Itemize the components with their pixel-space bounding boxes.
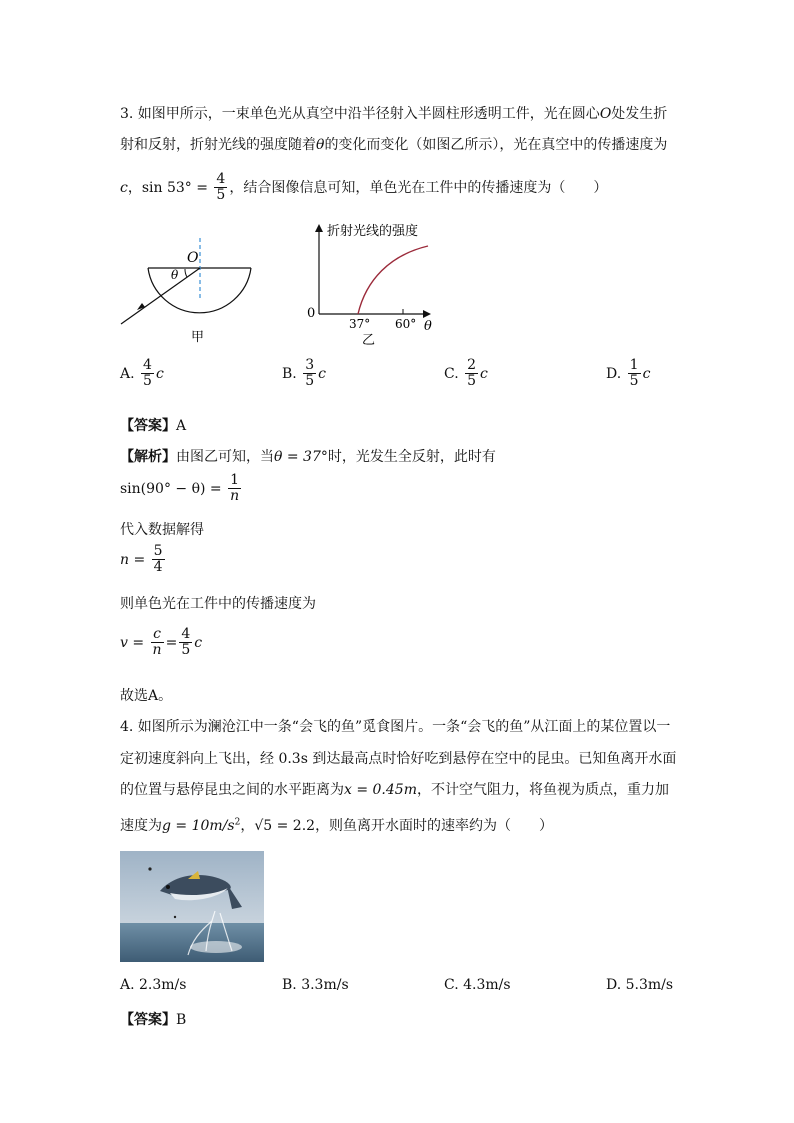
option-text: 5.3m/s xyxy=(625,977,674,993)
eq3-frac2 xyxy=(179,627,192,659)
frac-num: 5 xyxy=(153,543,163,559)
jia-light-ray xyxy=(121,268,200,324)
yi-ylabel: 折射光线的强度 xyxy=(327,224,419,239)
q3-frac-4-5 xyxy=(214,172,227,204)
q3-step2: 代入数据解得 xyxy=(120,522,204,538)
splash-foam xyxy=(190,941,242,953)
frac-num: c xyxy=(153,626,161,642)
q3-line1-end: 处发生折 xyxy=(611,106,668,122)
eq3-frac1 xyxy=(151,627,164,659)
frac-num: 4 xyxy=(143,357,152,373)
q3-eq2 xyxy=(120,544,167,576)
q3-option-d[interactable] xyxy=(606,358,650,390)
q3-line1 xyxy=(120,103,667,123)
q4-line4 xyxy=(120,815,553,835)
frac-num: 4 xyxy=(216,171,226,187)
yi-xlabel: θ xyxy=(424,319,432,334)
option-letter: A. xyxy=(120,977,135,993)
q4-option-b[interactable] xyxy=(282,977,349,993)
q3-option-b[interactable] xyxy=(282,358,326,390)
option-frac xyxy=(303,358,316,390)
q4-line4b: ，则鱼离开水面时的速率约为（ ） xyxy=(315,818,554,834)
q4-answer xyxy=(120,1009,186,1029)
option-frac xyxy=(141,358,154,390)
q3-step3: 则单色光在工件中的传播速度为 xyxy=(120,596,316,612)
frac-num: 2 xyxy=(467,357,477,373)
q3-theta-symbol: θ xyxy=(316,137,325,153)
q3-analysis xyxy=(120,446,496,466)
q3-eq3 xyxy=(120,627,202,659)
q4-line3b: ，不计空气阻力，将鱼视为质点，重力加 xyxy=(416,782,669,798)
option-c: c xyxy=(155,365,164,382)
frac-num: 4 xyxy=(181,626,191,642)
option-c: c xyxy=(642,365,651,382)
eq2-frac xyxy=(152,544,165,576)
q3-line3-rest: ，结合图像信息可知，单色光在工件中的传播速度为（ ） xyxy=(229,179,608,196)
analysis-text-b: 时，光发生全反射，此时有 xyxy=(327,449,496,465)
q3-eq1 xyxy=(120,473,243,505)
jia-label-O: O xyxy=(187,250,199,266)
frac-den: 5 xyxy=(629,373,639,390)
insect-2 xyxy=(174,916,176,918)
q4-option-c[interactable] xyxy=(444,977,511,993)
q4-line1: 4. 如图所示为澜沧江中一条“会飞的鱼”觅食图片。一条“会飞的鱼”从江面上的某位置以一 xyxy=(120,719,671,735)
figure-yi xyxy=(300,220,450,350)
jia-angle-arc xyxy=(185,269,187,277)
option-letter: A. xyxy=(120,365,135,382)
yi-y-arrow xyxy=(315,224,323,232)
frac-den: 5 xyxy=(181,642,191,659)
q3-option-a[interactable] xyxy=(120,358,164,390)
insect xyxy=(148,867,151,870)
photo-sea xyxy=(120,923,264,962)
q3-sin53: ，sin 53° = xyxy=(127,179,208,196)
option-frac xyxy=(628,358,641,390)
q4-g-exp: 2 xyxy=(234,817,241,828)
answer-value: B xyxy=(176,1012,187,1028)
yi-tick37-label: 37° xyxy=(349,317,371,331)
frac-den: 5 xyxy=(143,373,152,390)
answer-label: 【答案】 xyxy=(120,1012,176,1028)
answer-label: 【答案】 xyxy=(120,418,176,434)
frac-num: 1 xyxy=(230,472,240,488)
frac-den: n xyxy=(152,642,162,659)
option-letter: C. xyxy=(444,977,459,993)
analysis-theta-eq: θ = 37° xyxy=(274,449,328,465)
frac-num: 3 xyxy=(305,357,315,373)
eq3-c: c xyxy=(194,634,203,651)
q4-option-d[interactable] xyxy=(606,977,673,993)
yi-tick60-label: 60° xyxy=(395,317,417,331)
q4-line3 xyxy=(120,779,669,799)
flying-fish-photo xyxy=(120,851,264,962)
eq1-frac xyxy=(228,473,241,505)
option-text: 2.3m/s xyxy=(139,977,187,993)
frac-den: 4 xyxy=(153,559,163,576)
yi-x-arrow xyxy=(423,310,431,318)
option-letter: B. xyxy=(282,365,297,382)
option-letter: D. xyxy=(606,365,622,382)
q4-line4a: 速度为 xyxy=(120,818,162,834)
analysis-text: 由图乙可知，当 xyxy=(176,449,274,465)
q3-line2 xyxy=(120,134,667,154)
answer-value: A xyxy=(176,418,187,434)
q3-line1-text: 3. 如图甲所示，一束单色光从真空中沿半径射入半圆柱形透明工件，光在圆心 xyxy=(120,106,600,122)
option-text: 4.3m/s xyxy=(463,977,511,993)
q4-sqrt5: ，√5 = 2.2 xyxy=(240,818,316,834)
option-text: 3.3m/s xyxy=(301,977,349,993)
analysis-label: 【解析】 xyxy=(120,449,176,465)
fish-eye xyxy=(166,885,170,889)
eq3-equals: = xyxy=(165,634,178,651)
jia-ray-arrow xyxy=(137,303,145,310)
eq1-left: sin(90° − θ) = xyxy=(120,480,222,497)
q3-conclusion: 故选A。 xyxy=(120,688,173,704)
yi-caption: 乙 xyxy=(362,333,376,348)
q3-O-symbol: O xyxy=(599,106,612,122)
jia-caption: 甲 xyxy=(191,330,205,345)
option-letter: B. xyxy=(282,977,297,993)
q4-x-value: x = 0.45m xyxy=(344,782,417,798)
jia-label-theta: θ xyxy=(171,268,179,282)
option-letter: C. xyxy=(444,365,459,382)
option-frac xyxy=(465,358,478,390)
option-letter: D. xyxy=(606,977,622,993)
q3-c-symbol: c xyxy=(120,179,128,196)
eq2-left: n = xyxy=(120,551,146,568)
frac-den: 5 xyxy=(305,373,315,390)
yi-curve xyxy=(358,246,428,314)
q3-option-c[interactable] xyxy=(444,358,488,390)
q4-g-value: g = 10m/s xyxy=(162,818,235,834)
q3-line3 xyxy=(120,172,607,204)
q4-option-a[interactable] xyxy=(120,977,186,993)
frac-den: 5 xyxy=(467,373,477,390)
q3-line2a: 射和反射，折射光线的强度随着 xyxy=(120,137,316,153)
q4-line2: 定初速度斜向上飞出，经 0.3s 到达最高点时恰好吃到悬停在空中的昆虫。已知鱼离开水面 xyxy=(120,751,677,767)
q3-line2b: 的变化而变化（如图乙所示），光在真空中的传播速度为 xyxy=(324,137,668,153)
frac-den: 5 xyxy=(216,187,226,204)
q3-answer xyxy=(120,415,186,435)
q4-line3a: 的位置与悬停昆虫之间的水平距离为 xyxy=(120,782,344,798)
figure-jia xyxy=(115,232,265,347)
frac-den: n xyxy=(230,488,240,505)
yi-origin: 0 xyxy=(307,306,316,321)
option-c: c xyxy=(318,365,326,382)
frac-num: 1 xyxy=(629,357,639,373)
option-c: c xyxy=(480,365,488,382)
eq3-v: v = xyxy=(120,634,145,651)
